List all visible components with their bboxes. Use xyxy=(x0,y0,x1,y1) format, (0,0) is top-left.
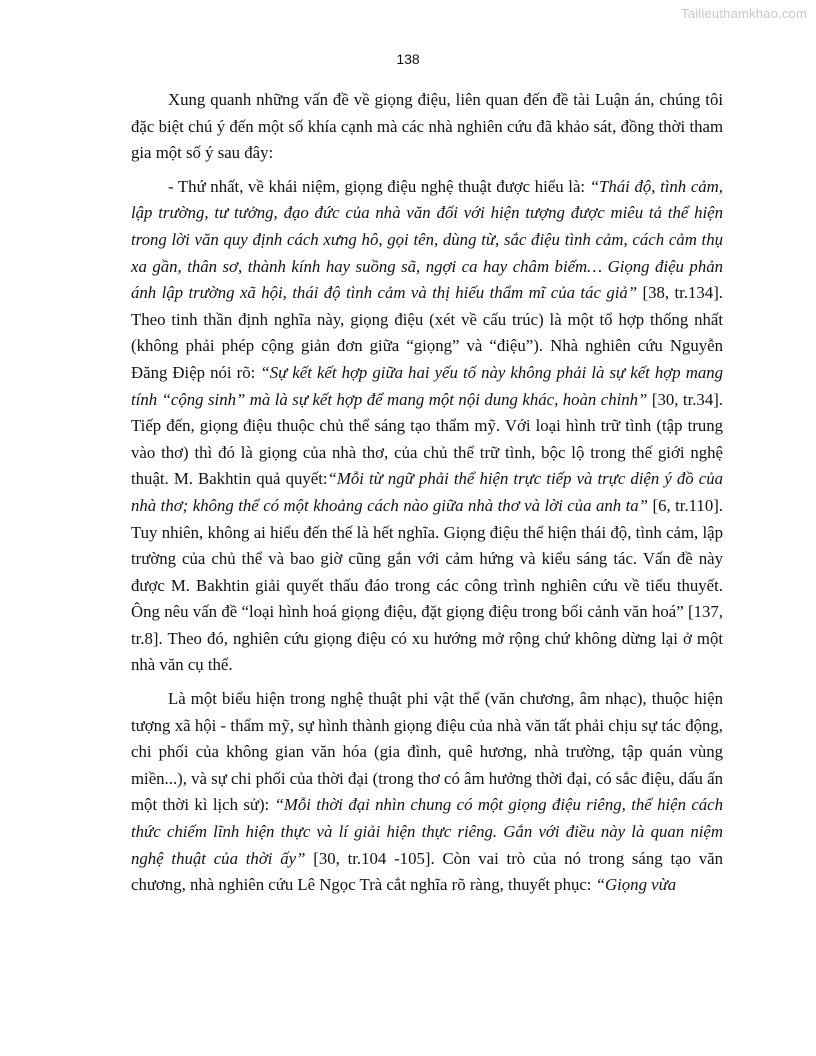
quotation: “Giọng vừa xyxy=(595,875,677,895)
text-segment: [6, tr.110]. Tuy nhiên, không ai hiểu đến thế là hết nghĩa. Giọng điệu thể hiện thái độ, tình cảm, lập trường của chủ thể và bao giờ cũng gắn với cảm hứng và kiểu sáng tác. Vấn đề này được M. Bakhtin giải quyết thấu đáo trong các công trình nghiên cứu về tiểu thuyết. Ông nêu vấn đề “loại hình hoá giọng điệu, đặt giọng điệu trong bối cảnh văn hoá” [137, tr.8]. Theo đó, nghiên cứu giọng điệu có xu hướng mở rộng chứ không dừng lại ở một nhà văn cụ thể. xyxy=(131,495,723,675)
text-segment: [38, tr.134]. Theo tinh thần định nghĩa này, giọng điệu (xét về cấu trúc) là một tổ hợp thống nhất (không phải phép cộng giản đơn giữa “giọng” và “điệu”). Nhà nghiên cứu Nguyễn Đăng Điệp nói rõ: xyxy=(131,283,723,382)
quotation: “Mỗi thời đại nhìn chung có một giọng điệu riêng, thể hiện cách thức chiếm lĩnh hiện thực và lí giải hiện thực riêng. Gắn với điều này là quan niệm nghệ thuật của thời ấy” xyxy=(131,795,723,868)
quotation: “Sự kết kết hợp giữa hai yếu tố này không phải là sự kết hợp mang tính “cộng sinh” mà là sự kết hợp để mang một nội dung khác, hoàn chỉnh” xyxy=(131,362,723,409)
quotation: “Mỗi từ ngữ phải thể hiện trực tiếp và trực diện ý đồ của nhà thơ; không thể có một khoảng cách nào giữa nhà thơ và lời của anh ta” xyxy=(131,469,723,515)
page-number: 138 xyxy=(396,51,420,67)
text-segment: Xung quanh những vấn đề về giọng điệu, liên quan đến đề tài Luận án, chúng tôi đặc biệt chú ý đến một số khía cạnh mà các nhà nghiên cứu đã khảo sát, đồng thời tham gia một số ý sau đây: xyxy=(131,90,723,163)
quotation: “Thái độ, tình cảm, lập trường, tư tưởng, đạo đức của nhà văn đối với hiện tượng được miêu tả thể hiện trong lời văn quy định cách xưng hô, gọi tên, dùng từ, sắc điệu tình cảm, cách cảm thụ xa gần, thân sơ, thành kính hay suồng sã, ngợi ca hay châm biếm… Giọng điệu phản ánh lập trường xã hội, thái độ tình cảm và thị hiếu thẩm mĩ của tác giả” xyxy=(131,176,723,303)
text-segment: Là một biểu hiện trong nghệ thuật phi vật thể (văn chương, âm nhạc), thuộc hiện tượng xã hội - thẩm mỹ, sự hình thành giọng điệu của nhà văn tất phải chịu sự tác động, chi phối của không gian văn hóa (gia đình, quê hương, nhà trường, tập quán vùng miền...), và sự chi phối của thời đại (trong thơ có âm hưởng thời đại, có sắc điệu, dấu ấn một thời kì lịch sử): xyxy=(131,689,723,815)
document-body xyxy=(131,87,723,906)
paragraph-1 xyxy=(131,87,723,167)
watermark: Tailieuthamkhao.com xyxy=(681,6,807,21)
paragraph-2 xyxy=(131,174,723,679)
text-segment: - Thứ nhất, về khái niệm, giọng điệu nghệ thuật được hiểu là: xyxy=(168,176,590,196)
text-segment: [30, tr.34]. Tiếp đến, giọng điệu thuộc chủ thể sáng tạo thẩm mỹ. Với loại hình trữ tình (tập trung vào thơ) thì đó là giọng của nhà thơ, của chủ thể trữ tình, bộc lộ trong thế giới nghệ thuật. M. Bakhtin quả quyết: xyxy=(131,389,723,489)
paragraph-3 xyxy=(131,686,723,899)
text-segment: [30, tr.104 -105]. Còn vai trò của nó trong sáng tạo văn chương, nhà nghiên cứu Lê Ngọc Trà cắt nghĩa rõ ràng, thuyết phục: xyxy=(131,848,723,895)
